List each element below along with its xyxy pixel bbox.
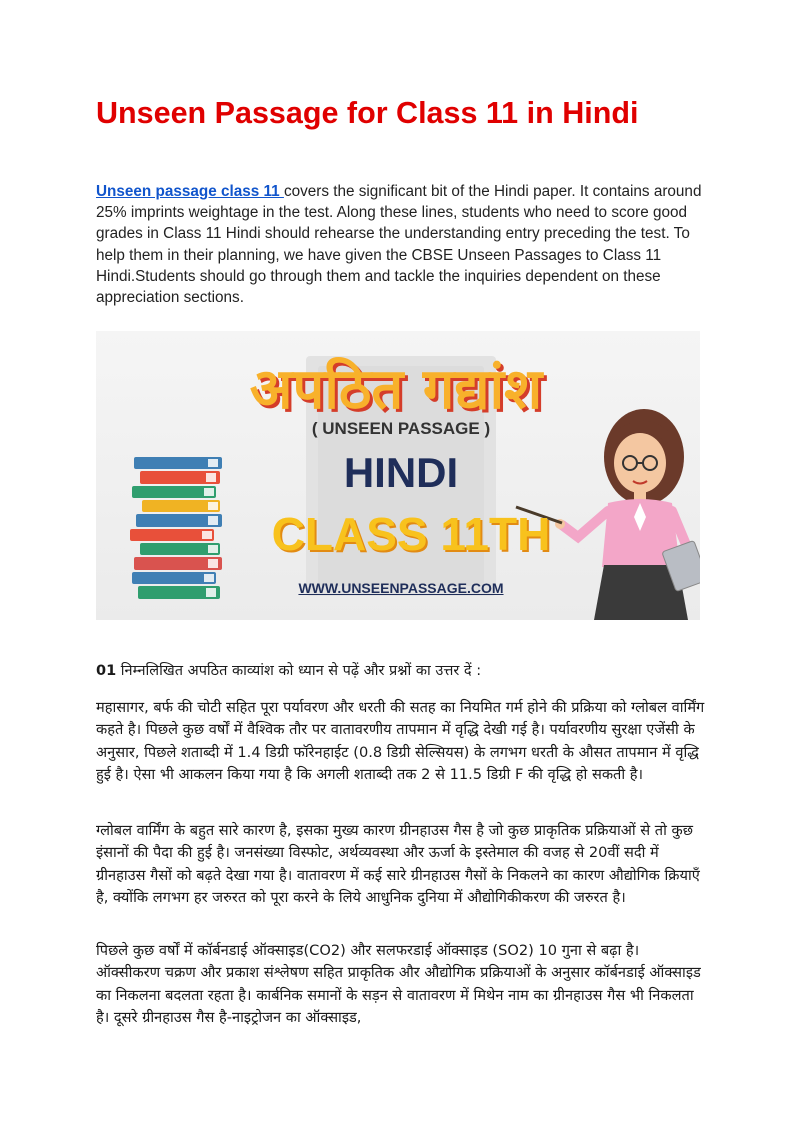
banner-hindi-title: अपठित गद्यांश [249,357,543,422]
page-title: Unseen Passage for Class 11 in Hindi [96,96,639,130]
intro-paragraph [96,181,706,308]
banner-image [96,331,700,620]
book-stack-icon [130,457,222,599]
intro-text: covers the significant bit of the Hindi paper. It contains around 25% imprints weightage in the test. Along these lines, students who need to score good grades in Class 11 Hindi should rehearse the understanding entry preceding the test. To help them in their planning, we have given the CBSE Unseen Passages to Class 11 Hindi.Students should go through them and tackle the inquiries dependent on these appreciation sections. [96,183,702,307]
question-heading [96,660,706,680]
passage-paragraph-2: ग्लोबल वार्मिंग के बहुत सारे कारण है, इसका मुख्य कारण ग्रीनहाउस गैस है जो कुछ प्राकृतिक प्रक्रियाओं से तो कुछ इंसानों की पैदा की हुई है। जनसंख्या विस्फोट, अर्थव्यवस्था और ऊर्जा के इस्तेमाल की वजह से 20वीं सदी में ग्रीनहाउस गैसों को बढ़ते देखा गया है। वातावरण में कई सारे ग्रीनहाउस गैसों के निकलने का कारण औद्योगिक क्रियाएँ है, क्योंकि लगभग हर जरुरत को पूरा करने के लिये आधुनिक दुनिया में औद्योगिकीकरण की जरुरत है। [96,822,700,906]
banner-class-label: CLASS 11TH [271,508,551,560]
question-instruction: निम्नलिखित अपठित काव्यांश को ध्यान से पढ़ें और प्रश्नों का उत्तर दें : [120,663,482,679]
passage-paragraph-3: पिछले कुछ वर्षों में कॉर्बनडाई ऑक्साइड(CO2) और सलफरडाई ऑक्साइड (SO2) 10 गुना से बढ़ा है। ऑक्सीकरण चक्रण और प्रकाश संश्लेषण सहित प्राकृतिक और औद्योगिक प्रक्रियाओं के अनुसार कॉर्बनडाई ऑक्साइड का निकलना बदलता रहता है। कार्बनिक समानों के सड़न से वातावरण में मिथेन नाम का ग्रीनहाउस गैस भी निकलता है। दूसरे ग्रीनहाउस गैस है-नाइट्रोजन का ऑक्साइड, [96,942,701,1026]
banner-url: WWW.UNSEENPASSAGE.COM [298,580,504,596]
intro-link[interactable]: Unseen passage class 11 [96,183,284,200]
question-number: 01 [96,663,117,679]
banner-subject: HINDI [343,449,459,496]
banner-subtitle: ( UNSEEN PASSAGE ) [311,419,491,438]
passage-paragraph-1: महासागर, बर्फ की चोटी सहित पूरा पर्यावरण और धरती की सतह का नियमित गर्म होने की प्रक्रिया को ग्लोबल वार्मिंग कहते है। पिछले कुछ वर्षों में वैश्विक तौर पर वातावरणीय तापमान में वृद्धि देखी गई है। पर्यावरणीय सुरक्षा एजेंसी के अनुसार, पिछले शताब्दी में 1.4 डिग्री फॉरेनहाईट (0.8 डिग्री सेल्सियस) के लगभग धरती के औसत तापमान में वृद्धि हुई है। ऐसा भी आकलन किया गया है कि अगली शताब्दी तक 2 से 11.5 डिग्री F की वृद्धि हो सकती है। [96,699,705,783]
